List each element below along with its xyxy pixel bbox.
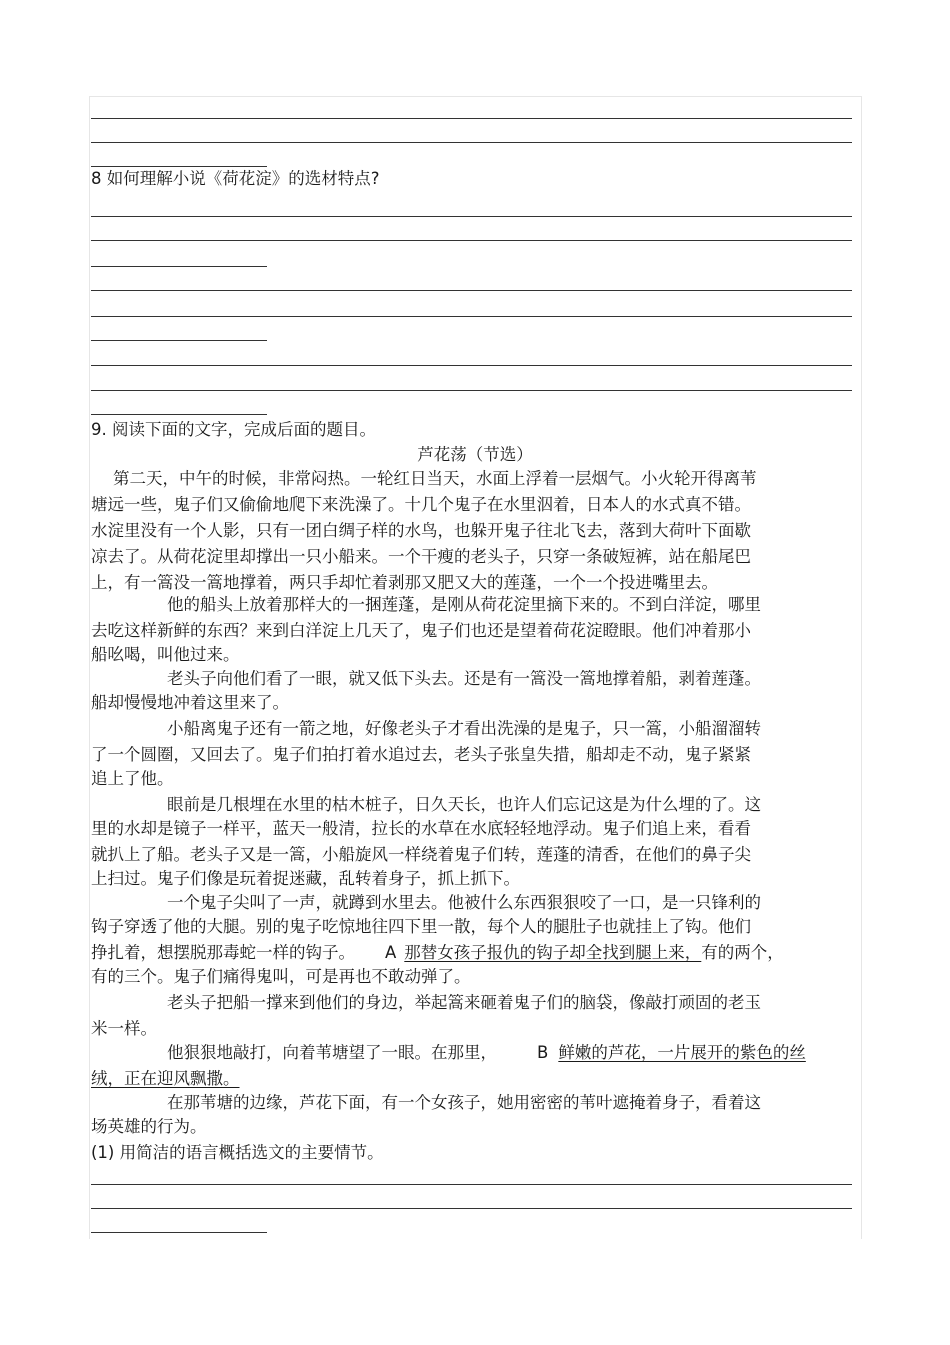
passage-line: 凉去了。从荷花淀里却撑出一只小船来。一个干瘦的老头子，只穿一条破短裤，站在船尾巴 <box>91 547 751 566</box>
passage-line <box>91 940 851 966</box>
passage-line: 场英雄的行为。 <box>91 1117 207 1136</box>
passage-line: 眼前是几根埋在水里的枯木桩子，日久天长，也许人们忘记这是为什么埋的了。这 <box>167 795 761 814</box>
passage-text: 有的两个， <box>701 943 784 962</box>
underlined-sentence-b: 绒，正在迎风飘撒。 <box>91 1069 240 1088</box>
marker-a: A <box>385 943 397 962</box>
passage-line: 钩子穿透了他的大腿。别的鬼子吃惊地往四下里一散，每个人的腿肚子也就挂上了钩。他们 <box>91 917 751 936</box>
passage-line <box>91 1040 851 1066</box>
passage-line: 老头子把船一撑来到他们的身边，举起篙来砸着鬼子们的脑袋，像敲打顽固的老玉 <box>167 993 761 1012</box>
answer-line[interactable] <box>91 414 267 415</box>
passage-line: 船却慢慢地冲着这里来了。 <box>91 693 289 712</box>
answer-line[interactable] <box>91 1232 267 1233</box>
passage-line: 追上了他。 <box>91 769 174 788</box>
question-9-intro: 9. 阅读下面的文字，完成后面的题目。 <box>91 420 376 439</box>
passage-line: 在那苇塘的边缘，芦花下面，有一个女孩子，她用密密的苇叶遮掩着身子，看着这 <box>167 1093 761 1112</box>
underlined-sentence-a: 那替女孩子报仇的钩子却全找到腿上来， <box>404 943 702 962</box>
answer-line[interactable] <box>91 142 852 143</box>
answer-line[interactable] <box>91 365 852 366</box>
passage-line: 他的船头上放着那样大的一捆莲蓬，是刚从荷花淀里摘下来的。不到白洋淀，哪里 <box>167 595 761 614</box>
passage-line: 一个鬼子尖叫了一声，就蹲到水里去。他被什么东西狠狠咬了一口，是一只锋利的 <box>167 893 761 912</box>
answer-line[interactable] <box>91 216 852 217</box>
underlined-sentence-b: 鲜嫩的芦花，一片展开的紫色的丝 <box>558 1043 806 1062</box>
marker-b: B <box>537 1043 549 1062</box>
passage-line: 第二天，中午的时候，非常闷热。一轮红日当天，水面上浮着一层烟气。小火轮开得离苇 <box>113 469 757 488</box>
passage-line: 里的水却是镜子一样平，蓝天一般清，拉长的水草在水底轻轻地浮动。鬼子们追上来，看看 <box>91 819 751 838</box>
passage-line: 水淀里没有一个人影，只有一团白绸子样的水鸟，也躲开鬼子往北飞去，落到大荷叶下面歇 <box>91 521 751 540</box>
question-8: 8 如何理解小说《荷花淀》的选材特点? <box>91 169 380 188</box>
passage-line: 船吆喝，叫他过来。 <box>91 645 240 664</box>
answer-line[interactable] <box>91 266 267 267</box>
answer-line[interactable] <box>91 290 852 291</box>
sub-question-1: (1) 用简洁的语言概括选文的主要情节。 <box>91 1143 384 1162</box>
passage-line: 小船离鬼子还有一箭之地，好像老头子才看出洗澡的是鬼子，只一篙，小船溜溜转 <box>167 719 761 738</box>
answer-line[interactable] <box>91 316 852 317</box>
answer-line[interactable] <box>91 390 852 391</box>
answer-line[interactable] <box>91 240 852 241</box>
answer-line[interactable] <box>91 340 267 341</box>
passage-text: 挣扎着，想摆脱那毒蛇一样的钩子。 <box>91 943 355 962</box>
passage-text: 他狠狠地敲打，向着苇塘望了一眼。在那里， <box>167 1043 497 1062</box>
passage-line: 去吃这样新鲜的东西？来到白洋淀上几天了，鬼子们也还是望着荷花淀瞪眼。他们冲着那小 <box>91 621 751 640</box>
passage-line: 了一个圆圈，又回去了。鬼子们拍打着水追过去，老头子张皇失措，船却走不动，鬼子紧紧 <box>91 745 751 764</box>
passage-line: 就扒上了船。老头子又是一篙，小船旋风一样绕着鬼子们转，莲蓬的清香，在他们的鼻子尖 <box>91 845 751 864</box>
passage-title: 芦花荡（节选） <box>417 445 533 464</box>
answer-line[interactable] <box>91 1208 852 1209</box>
passage-line <box>91 1066 851 1092</box>
answer-line[interactable] <box>91 1184 852 1185</box>
passage-line: 有的三个。鬼子们痛得鬼叫，可是再也不敢动弹了。 <box>91 967 471 986</box>
answer-line[interactable] <box>91 118 852 119</box>
passage-line: 米一样。 <box>91 1019 157 1038</box>
passage-line: 老头子向他们看了一眼，就又低下头去。还是有一篙没一篙地撑着船，剥着莲蓬。 <box>167 669 761 688</box>
passage-line: 上，有一篙没一篙地撑着，两只手却忙着剥那又肥又大的莲蓬，一个一个投进嘴里去。 <box>91 573 718 592</box>
passage-line: 上扫过。鬼子们像是玩着捉迷藏，乱转着身子，抓上抓下。 <box>91 869 520 888</box>
passage-line: 塘远一些，鬼子们又偷偷地爬下来洗澡了。十几个鬼子在水里泅着，日本人的水式真不错。 <box>91 495 751 514</box>
